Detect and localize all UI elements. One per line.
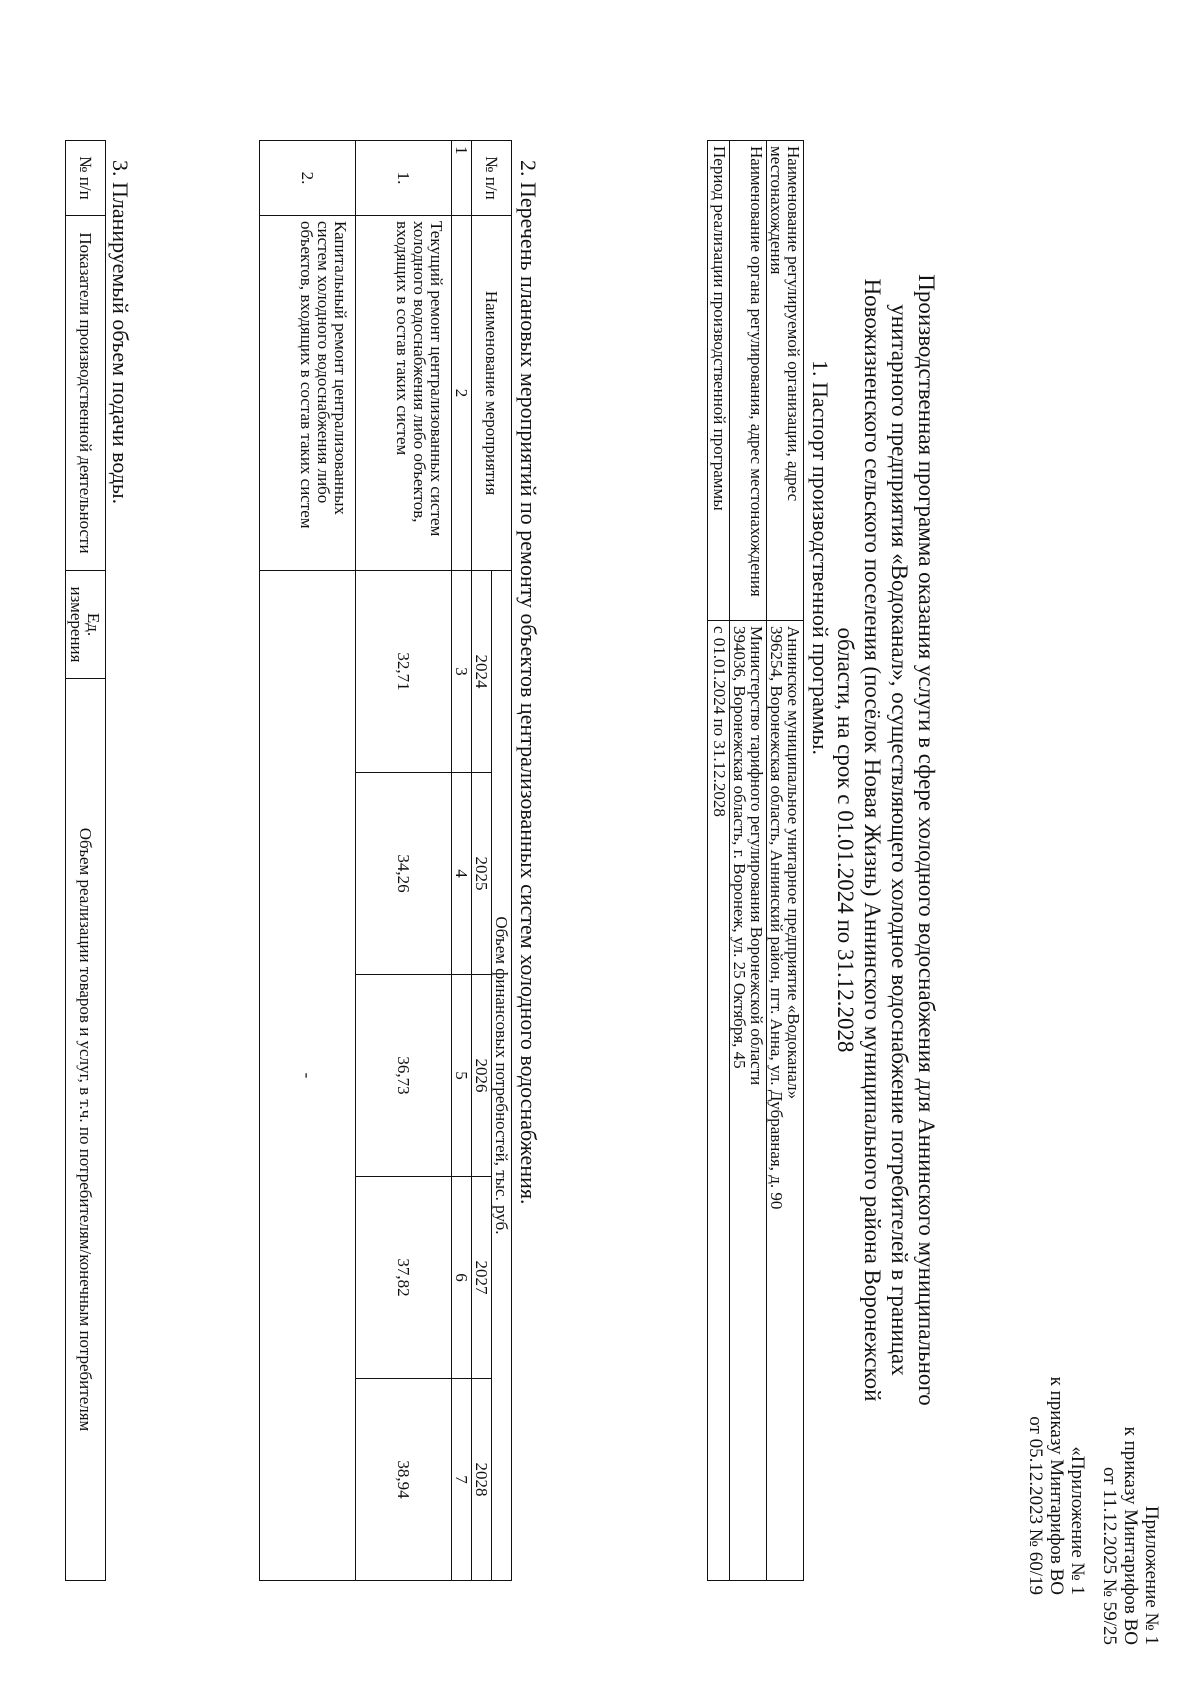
value-cell: 34,26 [356,773,452,975]
value-cell: 32,71 [356,571,452,773]
title-line2: унитарного предприятия «Водоканал», осуществляющего холодное водоснабжение потребителей в границах [887,304,912,1376]
annex-current [1099,1315,1162,1645]
column-numbers-row [452,141,472,1581]
passport-label: Наименование органа регулирования, адрес местонахождения [730,141,767,621]
header-row [492,141,512,1581]
section1-heading: 1. Паспорт производственной программы. [808,360,833,755]
header-row [66,141,106,1581]
repair-plan-table [259,140,512,1581]
row-name: Капитальный ремонт централизованных систем холодного водоснабжения либо объектов, входящих в состав таких систем [260,216,356,571]
annex-previous-line3: от 05.12.2023 № 60/19 [1025,1416,1046,1595]
row-no: 2. [260,141,356,216]
water-supply-table [65,140,106,1581]
header-no: № п/п [66,141,106,216]
passport-value: с 01.01.2024 по 31.12.2028 [708,621,730,1581]
annex-current-line2: к приказу Минтарифов ВО [1120,1426,1141,1645]
year-header: 2026 [472,975,492,1177]
section2-heading: 2. Перечень плановых мероприятий по ремонту объектов централизованных систем холодного водоснабжения. [516,160,541,1205]
passport-value-line: 396254, Воронежская область, Аннинский район, пгт. Анна, ул. Дубравная, д. 90 [767,626,786,1210]
title-line4: области, на срок с 01.01.2024 по 31.12.2028 [833,627,858,1053]
value-cell: 38,94 [356,1379,452,1581]
year-header: 2027 [472,1177,492,1379]
header-no: № п/п [472,141,512,216]
document-title [832,60,940,1620]
header-name: Наименование мероприятия [472,216,512,571]
header-unit: Ед. измерения [66,571,106,679]
year-header: 2028 [472,1379,492,1581]
value-cell: 37,82 [356,1177,452,1379]
header-indicator: Показатели производственной деятельности [66,216,106,571]
col-number: 7 [452,1379,472,1581]
title-line1: Производственная программа оказания услуги в сфере холодного водоснабжения для Аннинского муниципального [914,274,939,1406]
annex-previous-line1: «Приложение № 1 [1067,1446,1088,1595]
table-row [356,141,452,1581]
annex-current-line3: от 11.12.2025 № 59/25 [1099,1466,1120,1645]
passport-row [730,141,767,1581]
passport-table [707,140,804,1581]
passport-row [708,141,730,1581]
col-number: 2 [452,216,472,571]
passport-value-line: Аннинское муниципальное унитарное предприятие «Водоканал» [784,626,803,1100]
year-header: 2025 [472,773,492,975]
row-no: 1. [356,141,452,216]
passport-label: Наименование регулируемой организации, адрес местонахождения [767,141,804,621]
annex-previous [1025,1265,1088,1595]
passport-label: Период реализации производственной программы [708,141,730,621]
row-name: Текущий ремонт централизованных систем холодного водоснабжения либо объектов, входящих в состав таких систем [356,216,452,571]
passport-value [767,621,804,1581]
col-number: 6 [452,1177,472,1379]
merged-value-cell: - [260,571,356,1581]
section3-heading: 3. Планируемый объем подачи воды. [108,160,133,505]
passport-row [767,141,804,1581]
passport-value-line: Министерство тарифного регулирования Воронежской области [747,626,766,1086]
header-volume: Объем реализации товаров и услуг, в т.ч. по потребителям/конечным потребителям [66,679,106,1581]
annex-current-line1: Приложение № 1 [1141,1505,1162,1645]
table-row [260,141,356,1581]
header-volume: Объем финансовых потребностей, тыс. руб. [492,571,512,1581]
passport-value [730,621,767,1581]
col-number: 3 [452,571,472,773]
year-header: 2024 [472,571,492,773]
value-cell: 36,73 [356,975,452,1177]
col-number: 1 [452,141,472,216]
col-number: 4 [452,773,472,975]
annex-previous-line2: к приказу Минтарифов ВО [1046,1376,1067,1595]
passport-value-line: 394036, Воронежская область, г. Воронеж, ул. 25 Октября, 45 [730,626,749,1069]
title-line3: Новожизненского сельского поселения (посёлок Новая Жизнь) Аннинского муниципального района Воронежской [860,278,885,1402]
col-number: 5 [452,975,472,1177]
